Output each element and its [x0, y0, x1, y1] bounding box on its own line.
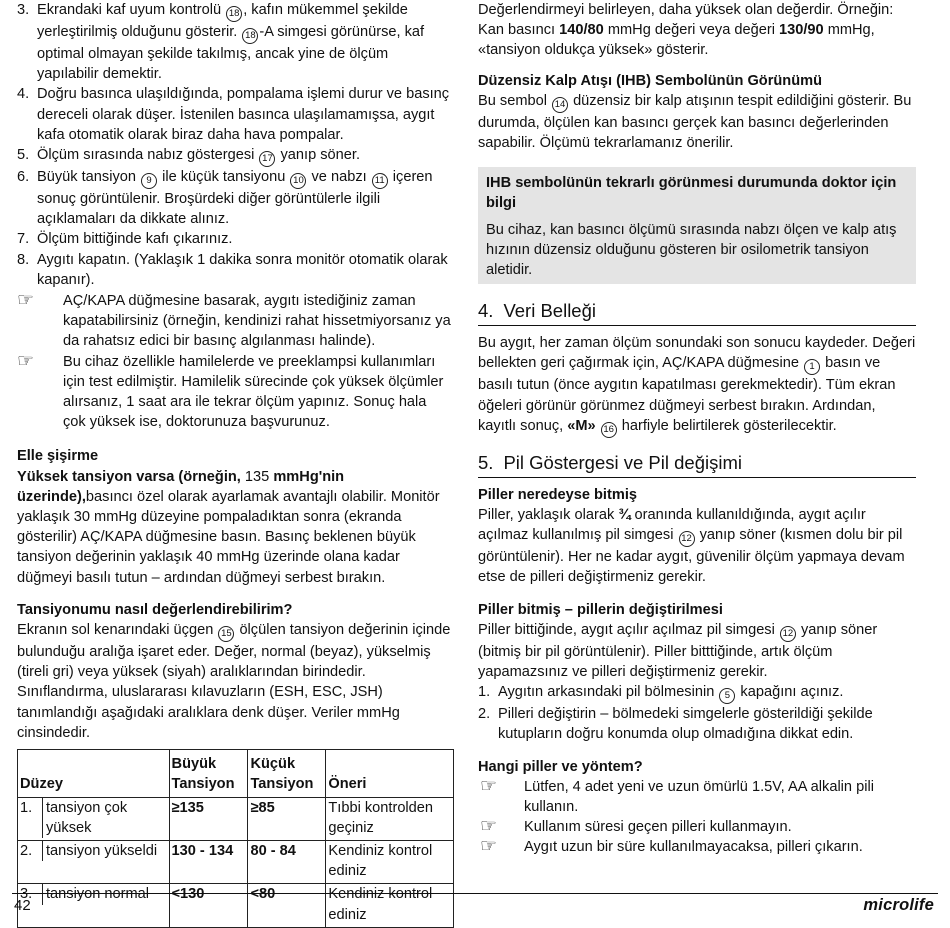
manual-lead-value: 135	[240, 468, 274, 485]
battery-steps	[478, 682, 916, 744]
intro-text-2: mmHg değeri veya değeri	[603, 22, 779, 39]
battery-low-text-1: Piller, yaklaşık olarak	[478, 507, 619, 524]
list-number: 3.	[17, 2, 30, 18]
list-item-text	[498, 704, 916, 744]
table-header: Büyük Tansiyon	[169, 750, 248, 797]
note-item	[480, 817, 916, 837]
note-item	[480, 777, 916, 817]
pointing-hand-icon: ☞	[480, 836, 498, 858]
pointing-hand-icon: ☞	[17, 290, 35, 312]
list-item	[17, 250, 453, 290]
callout-circle: 14	[552, 97, 568, 113]
table-cell-systolic: ≥135	[169, 797, 248, 840]
manual-body-text: basıncı özel olarak ayarlamak avantajlı olabilir. Monitör yaklaşık 30 mmHg düzeyine pompaladıktan sonra (ekranda gösterilir) AÇ/KAPA düğmesine basın. Basınç beklenen büyük tansiyon değerinin yaklaşık 40 mmHg üzerinde olana kadar düğmeyi basılı tutun – ardından düğmeyi serbest bırakın.	[17, 488, 440, 586]
page-number: 42	[14, 897, 31, 914]
memory-text-1: Bu aygıt, her zaman ölçüm sonundaki son sonucu kaydeder. Değeri bellekten geri çağırmak için, AÇ/KAPA düğmesine	[478, 335, 916, 372]
measurement-steps	[17, 0, 453, 290]
section-4-heading	[478, 300, 916, 326]
evaluate-text-1: Ekranın sol kenarındaki üçgen	[17, 622, 218, 639]
doctor-info-title: IHB sembolünün tekrarlı görünmesi durumunda doktor için bilgi	[486, 175, 897, 212]
table-cell-advice: Kendiniz kontrol ediniz	[326, 884, 454, 927]
pointing-hand-icon: ☞	[480, 775, 498, 797]
doctor-info-body: Bu cihaz, kan basıncı ölçümü sırasında nabzı ölçen ve kalp atış hızının düzensiz olduğunu gösteren bir osilometrik tansiyon aletidir.	[486, 221, 897, 279]
table-cell-level	[18, 840, 170, 883]
level-text: tansiyon çok yüksek	[46, 799, 128, 836]
list-item	[17, 84, 453, 145]
level-text: tansiyon yükseldi	[46, 842, 158, 859]
text-run: Aygıtı kapatın. (Yaklaşık 1 dakika sonra monitör otomatik olarak kapanır).	[37, 251, 448, 288]
text-run: Ölçüm bittiğinde kafı çıkarınız.	[37, 231, 233, 248]
ihb-text-2: düzensiz bir kalp atışının tespit edildiğini gösterir. Bu durumda, ölçülen kan basıncı gerçek kan basıncı değerlerinden sapabilir. Ölçümü tekrarlamanız önerilir.	[478, 92, 912, 152]
ihb-heading: Düzensiz Kalp Atışı (IHB) Sembolünün Görünümü	[478, 72, 823, 89]
note-text: Lütfen, 4 adet yeni ve uzun ömürlü 1.5V, AA alkalin pili kullanın.	[524, 778, 874, 816]
note-item	[17, 291, 453, 352]
note-text: Kullanım süresi geçen pilleri kullanmayın.	[524, 819, 792, 836]
list-item	[17, 0, 453, 84]
table-cell-systolic: 130 - 134	[169, 840, 248, 883]
manual-inflation-heading: Elle şişirme	[17, 448, 99, 465]
callout-circle: 12	[780, 626, 796, 642]
pointing-hand-icon: ☞	[17, 350, 35, 372]
memory-text-3: harfiyle belirtilerek gösterilecektir.	[617, 417, 837, 434]
list-item-text	[498, 682, 916, 704]
section-5-heading	[478, 452, 916, 478]
row-number: 3.	[20, 884, 43, 904]
text-run: Doğru basınca ulaşıldığında, pompalama işlemi durur ve basınç dereceli olarak düşer. İstenilen basınca ulaşılamamışsa, aygıt kafa otomatik olarak biraz daha hava pompalar.	[37, 86, 450, 143]
callout-circle: 11	[372, 173, 388, 189]
table-cell-diastolic: 80 - 84	[248, 840, 326, 883]
table-cell-advice: Kendiniz kontrol ediniz	[326, 840, 454, 883]
text-run: , kafın mükemmel şekilde yerleştirilmiş olduğunu gösterir.	[37, 2, 408, 40]
battery-low-text-3: yanıp söner (kısmen dolu bir pil görüntülenir). Her ne kadar aygıt, güvenilir ölçüm yapmaya devam etse de pilleri değiştirmeniz gerekir.	[478, 527, 905, 586]
which-batteries-heading: Hangi piller ve yöntem?	[478, 758, 643, 775]
text-run: kapağını açınız.	[736, 684, 844, 701]
table-row	[18, 884, 454, 927]
list-item-text	[37, 167, 453, 229]
list-number: 1.	[478, 684, 491, 701]
section-title: Veri Belleği	[503, 300, 596, 322]
text-run: ve nabzı	[307, 169, 371, 186]
callout-circle: 10	[290, 173, 306, 189]
list-item-text	[37, 145, 453, 167]
table-row	[18, 840, 454, 883]
note-text: Bu cihaz özellikle hamilelerde ve preeklampsi kullanımları için test edilmiştir. Hamilelik sürecinde çok yüksek ölçümler alırsanız, 1 saat ara ile tekrar ölçüm yapınız. Sonuç hala çok yüksek ise, doktorunuza başvurunuz.	[63, 353, 444, 431]
evaluate-heading: Tansiyonumu nasıl değerlendirebilirim?	[17, 601, 293, 618]
note-item	[17, 352, 453, 433]
table-cell-advice: Tıbbi kontrolden geçiniz	[326, 797, 454, 840]
list-number: 4.	[17, 86, 30, 103]
list-item	[478, 704, 916, 744]
manual-inflation-body	[17, 467, 453, 588]
callout-circle: 12	[679, 531, 695, 547]
list-item	[17, 229, 453, 249]
table-header: Düzey	[18, 750, 170, 797]
section-number: 4.	[478, 300, 494, 322]
list-item-text	[37, 229, 453, 249]
memory-body	[478, 333, 916, 438]
callout-circle: 1	[804, 359, 820, 375]
level-text: tansiyon normal	[46, 886, 150, 903]
footer-divider	[12, 893, 938, 894]
row-number: 2.	[20, 841, 43, 861]
text-run: -A simgesi görünürse, kaf optimal olmayan şekilde takılmış, ancak yine de ölçüm yapılabilir demektir.	[37, 24, 425, 83]
text-run: içeren sonuç görüntülenir. Broşürdeki diğer görüntülerle ilgili açıklamaları da dikkate alınız.	[37, 169, 433, 228]
table-cell-diastolic: ≥85	[248, 797, 326, 840]
intro-value-2: 130/90	[779, 22, 824, 39]
ihb-body	[478, 91, 916, 153]
list-item-text	[37, 84, 453, 145]
evaluation-intro	[478, 0, 916, 61]
which-batteries-notes	[478, 777, 916, 858]
left-column	[17, 0, 453, 928]
text-run: Aygıtın arkasındaki pil bölmesinin	[498, 684, 719, 701]
table-header-row	[18, 750, 454, 797]
table-header: Küçük Tansiyon	[248, 750, 326, 797]
note-text: AÇ/KAPA düğmesine basarak, aygıtı istediğiniz zaman kapatabilirsiniz (örneğin, kendinizi rahat hissetmiyorsanız ya da rahatsız edici bir basınç algılanması halinde).	[63, 293, 451, 350]
intro-text-1: Değerlendirmeyi belirleyen, daha yüksek olan değerdir. Örneğin: Kan basıncı	[478, 2, 894, 39]
evaluate-body	[17, 620, 453, 743]
table-cell-systolic: <130	[169, 884, 248, 927]
text-run: Pilleri değiştirin – bölmedeki simgelerle gösterildiği şekilde kutupların doğru konumda olup olmadığına dikkat edin.	[498, 706, 873, 743]
callout-circle: 9	[141, 173, 157, 189]
section-title: Pil Göstergesi ve Pil değişimi	[503, 451, 742, 473]
list-item	[17, 167, 453, 229]
section-number: 5.	[478, 451, 494, 473]
battery-low-heading: Piller neredeyse bitmiş	[478, 486, 637, 503]
table-header: Öneri	[326, 750, 454, 797]
table-row	[18, 797, 454, 840]
callout-circle: 18	[242, 28, 258, 44]
evaluate-text-2: ölçülen tansiyon değerinin içinde bulunduğu aralığa işaret eder. Değer, normal (beyaz), yükselmiş (tireli gri) veya yüksek (siyah) aralıklarından birindedir. Sınıflandırma, uluslararası kılavuzların (ESH, ESC, JSH) tanımlandığı aşağıdaki aralıklara denk düşer. Veriler mmHg cinsindedir.	[17, 622, 451, 741]
callout-circle: 17	[259, 151, 275, 167]
text-run: yanıp söner.	[276, 147, 361, 164]
battery-empty-text-1: Piller bittiğinde, aygıt açılır açılmaz pil simgesi	[478, 621, 779, 638]
table-cell-level	[18, 797, 170, 840]
note-text: Aygıt uzun bir süre kullanılmayacaksa, pilleri çıkarın.	[524, 839, 863, 856]
row-number: 1.	[20, 798, 43, 838]
callout-circle: 16	[601, 422, 617, 438]
list-number: 7.	[17, 231, 30, 248]
doctor-info-box	[478, 167, 916, 284]
battery-empty-heading: Piller bitmiş – pillerin değiştirilmesi	[478, 601, 723, 618]
manual-inflation-section	[17, 446, 453, 587]
table-body	[18, 797, 454, 927]
list-number: 6.	[17, 169, 30, 186]
memory-symbol: «M»	[567, 417, 596, 434]
callout-circle: 15	[218, 626, 234, 642]
list-item-text	[37, 0, 453, 84]
manual-lead-bold-2: mmHg'nin üzerinde),	[17, 468, 345, 505]
manual-lead-bold: Yüksek tansiyon varsa (örneğin,	[17, 468, 241, 485]
battery-empty-text-2: yanıp söner (bitmiş bir pil görüntülenir). Piller bitttiğinde, artık ölçüm yapamazsınız ve pilleri değiştirmeniz gerekir.	[478, 621, 878, 681]
text-run: Ölçüm sırasında nabız göstergesi	[37, 147, 259, 164]
intro-value-1: 140/80	[559, 22, 604, 39]
battery-empty-body	[478, 620, 916, 682]
list-item-text	[37, 250, 453, 290]
right-column	[478, 0, 916, 858]
brand-logo: microlife	[863, 896, 934, 914]
battery-low-body	[478, 505, 916, 588]
evaluate-section	[17, 600, 453, 743]
list-number: 2.	[478, 706, 491, 723]
table-cell-level	[18, 884, 170, 927]
text-run: ile küçük tansiyonu	[158, 169, 290, 186]
callout-circle: 18	[226, 6, 242, 22]
battery-fraction: ¾	[618, 507, 631, 524]
list-item	[478, 682, 916, 704]
left-notes	[17, 291, 453, 432]
pointing-hand-icon: ☞	[480, 816, 498, 838]
battery-low-text-2: oranında kullanıldığında, aygıt açılır açılmaz kullanılmış pil simgesi	[478, 507, 866, 544]
classification-table	[17, 749, 454, 928]
text-run: Ekrandaki kaf uyum kontrolü	[37, 2, 226, 18]
note-item	[480, 837, 916, 857]
list-item	[17, 145, 453, 167]
memory-text-2: basın ve basılı tutun (önce aygıtın kapatılması gerekmektedir). Tüm ekran öğeleri görünür görünmez düğmeyi serbest bırakın. Ardından, kayıtlı sonuç,	[478, 355, 896, 434]
callout-circle: 5	[719, 688, 735, 704]
text-run: Büyük tansiyon	[37, 169, 141, 186]
list-number: 8.	[17, 251, 30, 268]
ihb-text-1: Bu sembol	[478, 92, 552, 109]
table-cell-diastolic: <80	[248, 884, 326, 927]
intro-text-3: mmHg, «tansiyon oldukça yüksek» gösterir.	[478, 22, 875, 59]
list-number: 5.	[17, 147, 30, 164]
